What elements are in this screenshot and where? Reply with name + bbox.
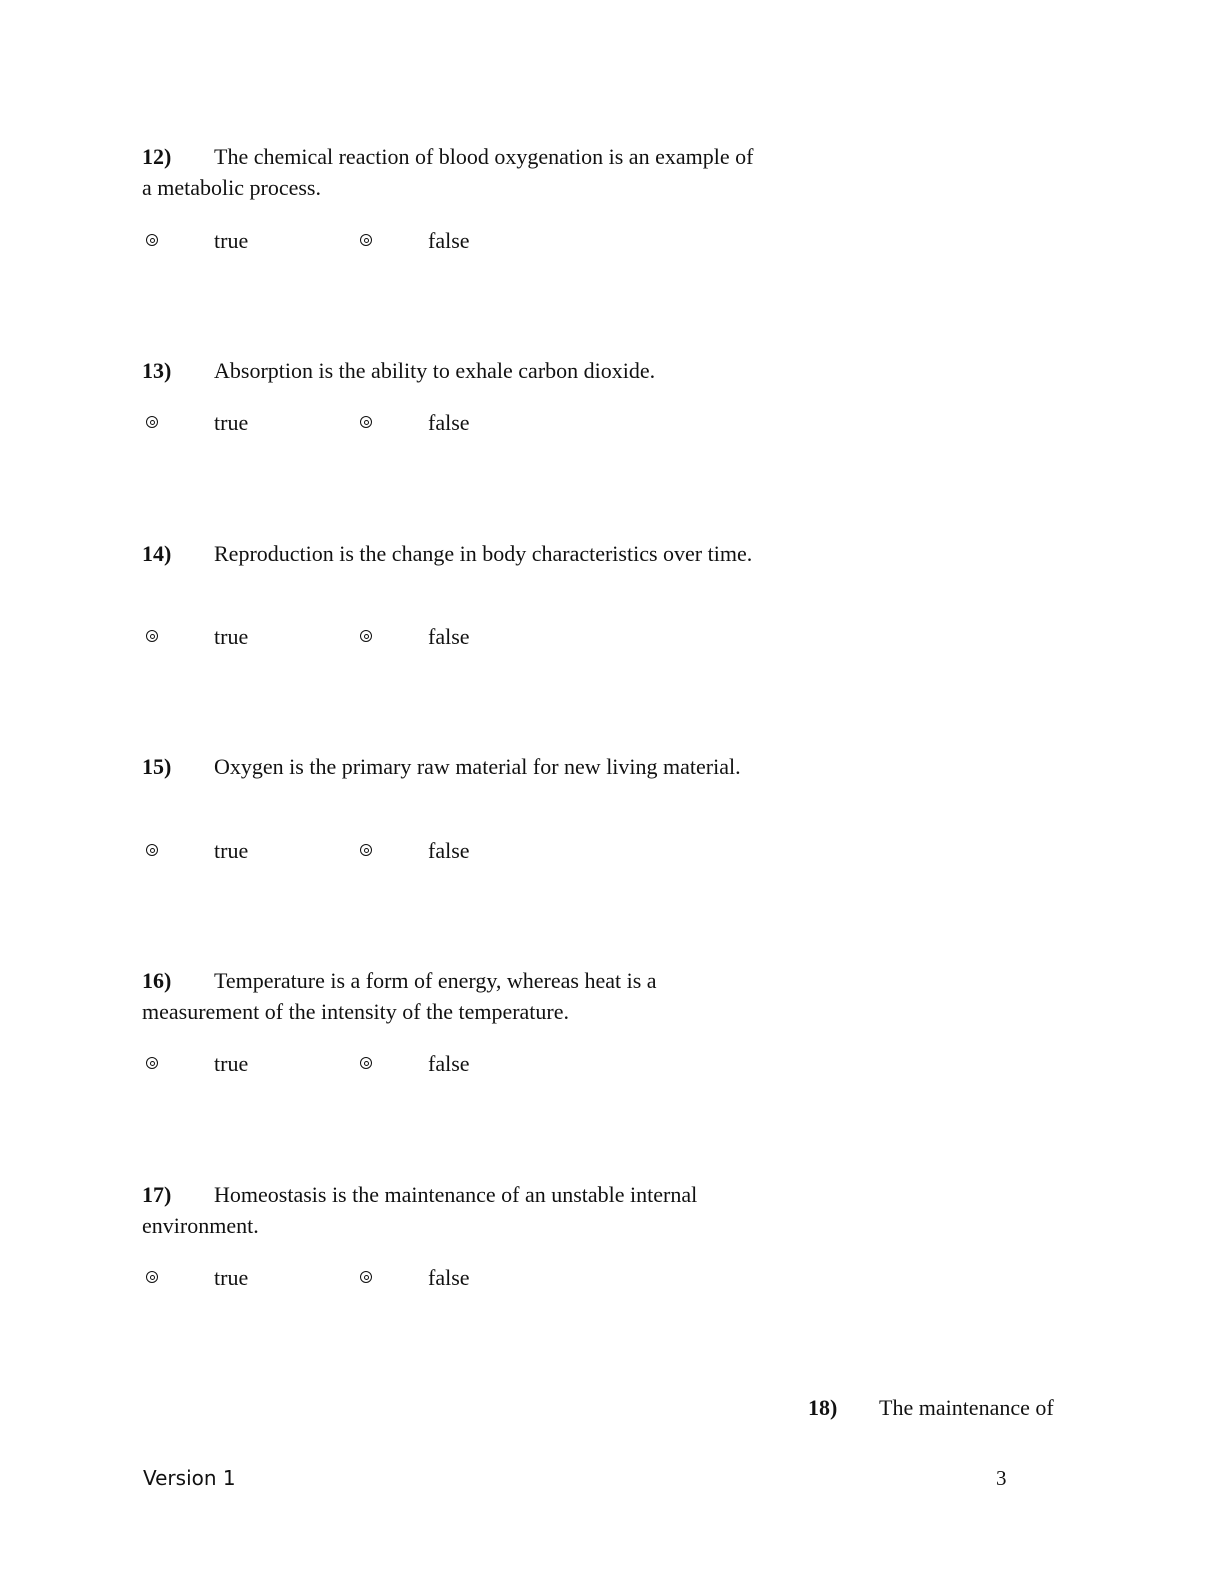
option-label: false <box>428 410 470 435</box>
option-label: false <box>428 1051 470 1076</box>
radio-button-icon[interactable] <box>360 630 372 642</box>
question-text: Absorption is the ability to exhale carbon dioxide. <box>214 358 656 383</box>
radio-button-icon[interactable] <box>360 416 372 428</box>
page-number: 3 <box>996 1466 1007 1490</box>
radio-button-icon[interactable] <box>146 844 158 856</box>
question-text: The maintenance of <box>879 1395 1054 1420</box>
question-number: 18) <box>808 1395 838 1420</box>
option-label: true <box>214 1051 249 1076</box>
question-number: 16) <box>142 968 172 993</box>
radio-button-icon[interactable] <box>146 630 158 642</box>
radio-button-icon[interactable] <box>360 1271 372 1283</box>
question-14 <box>142 538 762 569</box>
option-label: false <box>428 624 470 649</box>
question-number: 13) <box>142 358 172 383</box>
option-label: false <box>428 838 470 863</box>
question-text: Oxygen is the primary raw material for new living material. <box>214 754 741 779</box>
option-label: false <box>428 1265 470 1290</box>
question-text: The chemical reaction of blood oxygenation is an example of a metabolic process. <box>142 144 754 200</box>
radio-button-icon[interactable] <box>360 844 372 856</box>
radio-button-icon[interactable] <box>146 1271 158 1283</box>
option-label: true <box>214 838 249 863</box>
question-17 <box>142 1179 762 1241</box>
question-number: 15) <box>142 754 172 779</box>
radio-button-icon[interactable] <box>360 234 372 246</box>
radio-button-icon[interactable] <box>146 416 158 428</box>
question-18 <box>808 1392 1054 1423</box>
option-label: true <box>214 410 249 435</box>
question-13 <box>142 355 762 386</box>
radio-button-icon[interactable] <box>146 234 158 246</box>
question-12 <box>142 141 762 203</box>
option-label: false <box>428 228 470 253</box>
option-label: true <box>214 624 249 649</box>
question-16 <box>142 965 762 1027</box>
question-text: Homeostasis is the maintenance of an unstable internal environment. <box>142 1182 698 1238</box>
footer-version: Version 1 <box>143 1466 236 1490</box>
question-number: 14) <box>142 541 172 566</box>
radio-button-icon[interactable] <box>146 1057 158 1069</box>
radio-button-icon[interactable] <box>360 1057 372 1069</box>
question-text: Temperature is a form of energy, whereas heat is a measurement of the intensity of the temperature. <box>142 968 657 1024</box>
question-15 <box>142 751 762 782</box>
question-number: 17) <box>142 1182 172 1207</box>
question-number: 12) <box>142 144 172 169</box>
option-label: true <box>214 1265 249 1290</box>
question-text: Reproduction is the change in body characteristics over time. <box>214 541 753 566</box>
option-label: true <box>214 228 249 253</box>
